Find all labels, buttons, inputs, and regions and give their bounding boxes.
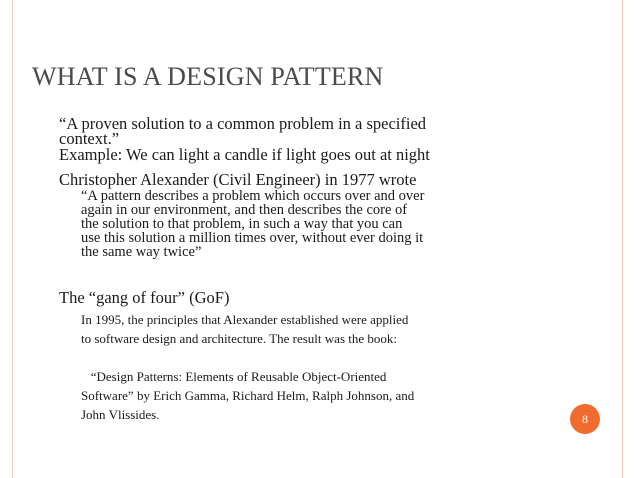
slide-title: WHAT IS A DESIGN PATTERN [32,62,384,91]
gof-2-line-3: John Vlissides. [81,407,160,422]
quote-line-3: the solution to that problem, in such a way that you can [81,216,403,232]
quote-line-4: use this solution a million times over, without ever doing it [81,230,424,246]
right-frame-line [622,0,623,478]
gof-1-line-2: to software design and architecture. The result was the book: [81,331,397,346]
quote-line-5: the same way twice” [81,244,202,260]
left-frame-line [12,0,13,478]
gof-2-line-2: Software” by Erich Gamma, Richard Helm, Ralph Johnson, and [81,388,415,403]
point-2-line-1: Example: We can light a candle if light goes out at night [59,145,430,164]
quote-line-2: again in our environment, and then describes the core of [81,202,408,218]
point-3-line-1: Christopher Alexander (Civil Engineer) in 1977 wrote [59,170,417,189]
page-number-badge: 8 [570,404,600,434]
point-4-line-1: The “gang of four” (GoF) [59,288,230,307]
gof-2-line-1: “Design Patterns: Elements of Reusable Object-Oriented [81,369,387,384]
point-1-line-2: context.” [59,129,120,148]
quote-line-1: “A pattern describes a problem which occurs over and over [81,188,425,204]
point-1-line-1: “A proven solution to a common problem in a specified [59,114,427,133]
gof-1-line-1: In 1995, the principles that Alexander established were applied [81,312,409,327]
